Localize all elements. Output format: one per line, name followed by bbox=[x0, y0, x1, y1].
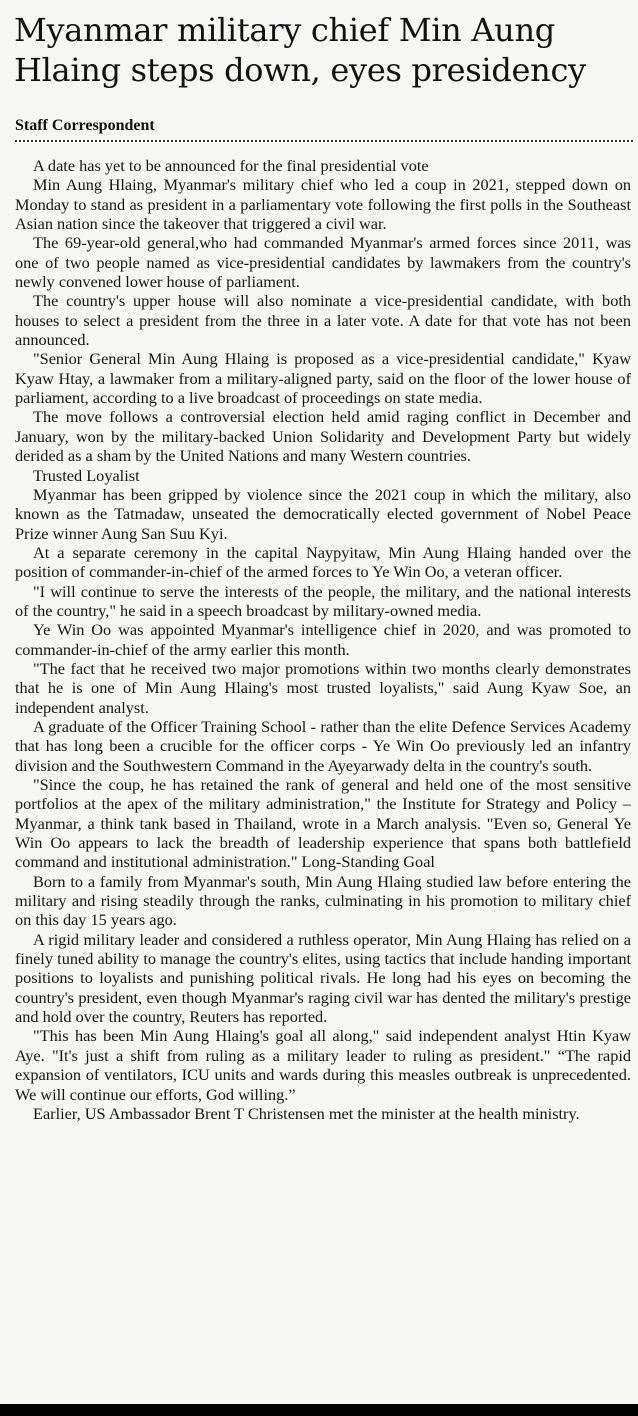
article-paragraph: "This has been Min Aung Hlaing's goal all along," said independent analyst Htin Kyaw Aye. "It's just a shift from ruling as a military leader to ruling as president." “The rapid expansion of ventilators, ICU units and wards during this measles outbreak is unprecedented. We will continue our efforts, God willing.” bbox=[15, 1026, 631, 1104]
dotted-divider bbox=[15, 140, 633, 142]
article-paragraph: Ye Win Oo was appointed Myanmar's intelligence chief in 2020, and was promoted to commander-in-chief of the army earlier this month. bbox=[15, 620, 631, 659]
byline: Staff Correspondent bbox=[15, 117, 155, 134]
article-paragraph: A graduate of the Officer Training School - rather than the elite Defence Services Academy that has long been a crucible for the officer corps - Ye Win Oo previously led an infantry division and the Southwestern Command in the Ayeyarwady delta in the country's south. bbox=[15, 716, 631, 775]
article-body bbox=[15, 156, 631, 1123]
article-paragraph: A rigid military leader and considered a ruthless operator, Min Aung Hlaing has relied on a finely tuned ability to manage the country's elites, using tactics that include handing important positions to loyalists and punishing political rivals. He long had his eyes on becoming the country's president, even though Myanmar's raging civil war has dented the military's prestige and hold over the country, Reuters has reported. bbox=[15, 929, 631, 1027]
article-paragraph: Earlier, US Ambassador Brent T Christensen met the minister at the health ministry. bbox=[33, 1103, 580, 1123]
headline: Myanmar military chief Min Aung Hlaing steps down, eyes presidency bbox=[14, 11, 586, 89]
article-paragraph: "I will continue to serve the interests of the people, the military, and the national interests of the country," he said in a speech broadcast by military-owned media. bbox=[15, 581, 631, 620]
article-paragraph: "Senior General Min Aung Hlaing is proposed as a vice-presidential candidate," Kyaw Kyaw Htay, a lawmaker from a military-aligned party, said on the floor of the lower house of parliament, according to a live broadcast of proceedings on state media. bbox=[15, 349, 631, 408]
article-paragraph: The 69-year-old general,who had commanded Myanmar's armed forces since 2011, was one of two people named as vice-presidential candidates by lawmakers from the country's newly convened lower house of parliament. bbox=[15, 233, 631, 292]
article-paragraph: "Since the coup, he has retained the rank of general and held one of the most sensitive portfolios at the apex of the military administration," the Institute for Strategy and Policy – Myanmar, a think tank based in Thailand, wrote in a March analysis. "Even so, General Ye Win Oo appears to lack the breadth of leadership experience that spans both battlefield command and institutional administration." Long-Standing Goal bbox=[15, 775, 631, 872]
article-paragraph: A date has yet to be announced for the final presidential vote bbox=[33, 156, 429, 175]
article-paragraph: "The fact that he received two major promotions within two months clearly demonstrates that he is one of Min Aung Hlaing's most trusted loyalists," said Aung Kyaw Soe, an independent analyst. bbox=[15, 658, 631, 717]
bottom-edge-bar bbox=[0, 1404, 638, 1416]
article-paragraph: The country's upper house will also nominate a vice-presidential candidate, with both houses to select a president from the three in a later vote. A date for that vote has not been announced. bbox=[15, 291, 631, 350]
article-paragraph: Min Aung Hlaing, Myanmar's military chief who led a coup in 2021, stepped down on Monday to stand as president in a parliamentary vote following the first polls in the Southeast Asian nation since the takeover that triggered a civil war. bbox=[15, 175, 631, 234]
article-paragraph: At a separate ceremony in the capital Naypyitaw, Min Aung Hlaing handed over the position of commander-in-chief of the armed forces to Ye Win Oo, a veteran officer. bbox=[15, 542, 631, 582]
article-paragraph: Trusted Loyalist bbox=[33, 465, 140, 485]
article-paragraph: The move follows a controversial election held amid raging conflict in December and January, won by the military-backed Union Solidarity and Development Party but widely derided as a sham by the United Nations and many Western countries. bbox=[15, 407, 631, 466]
article-paragraph: Myanmar has been gripped by violence since the 2021 coup in which the military, also known as the Tatmadaw, unseated the democratically elected government of Nobel Peace Prize winner Aung San Suu Kyi. bbox=[15, 484, 631, 543]
article-paragraph: Born to a family from Myanmar's south, Min Aung Hlaing studied law before entering the military and rising steadily through the ranks, culminating in his promotion to military chief on this day 15 years ago. bbox=[15, 871, 631, 930]
